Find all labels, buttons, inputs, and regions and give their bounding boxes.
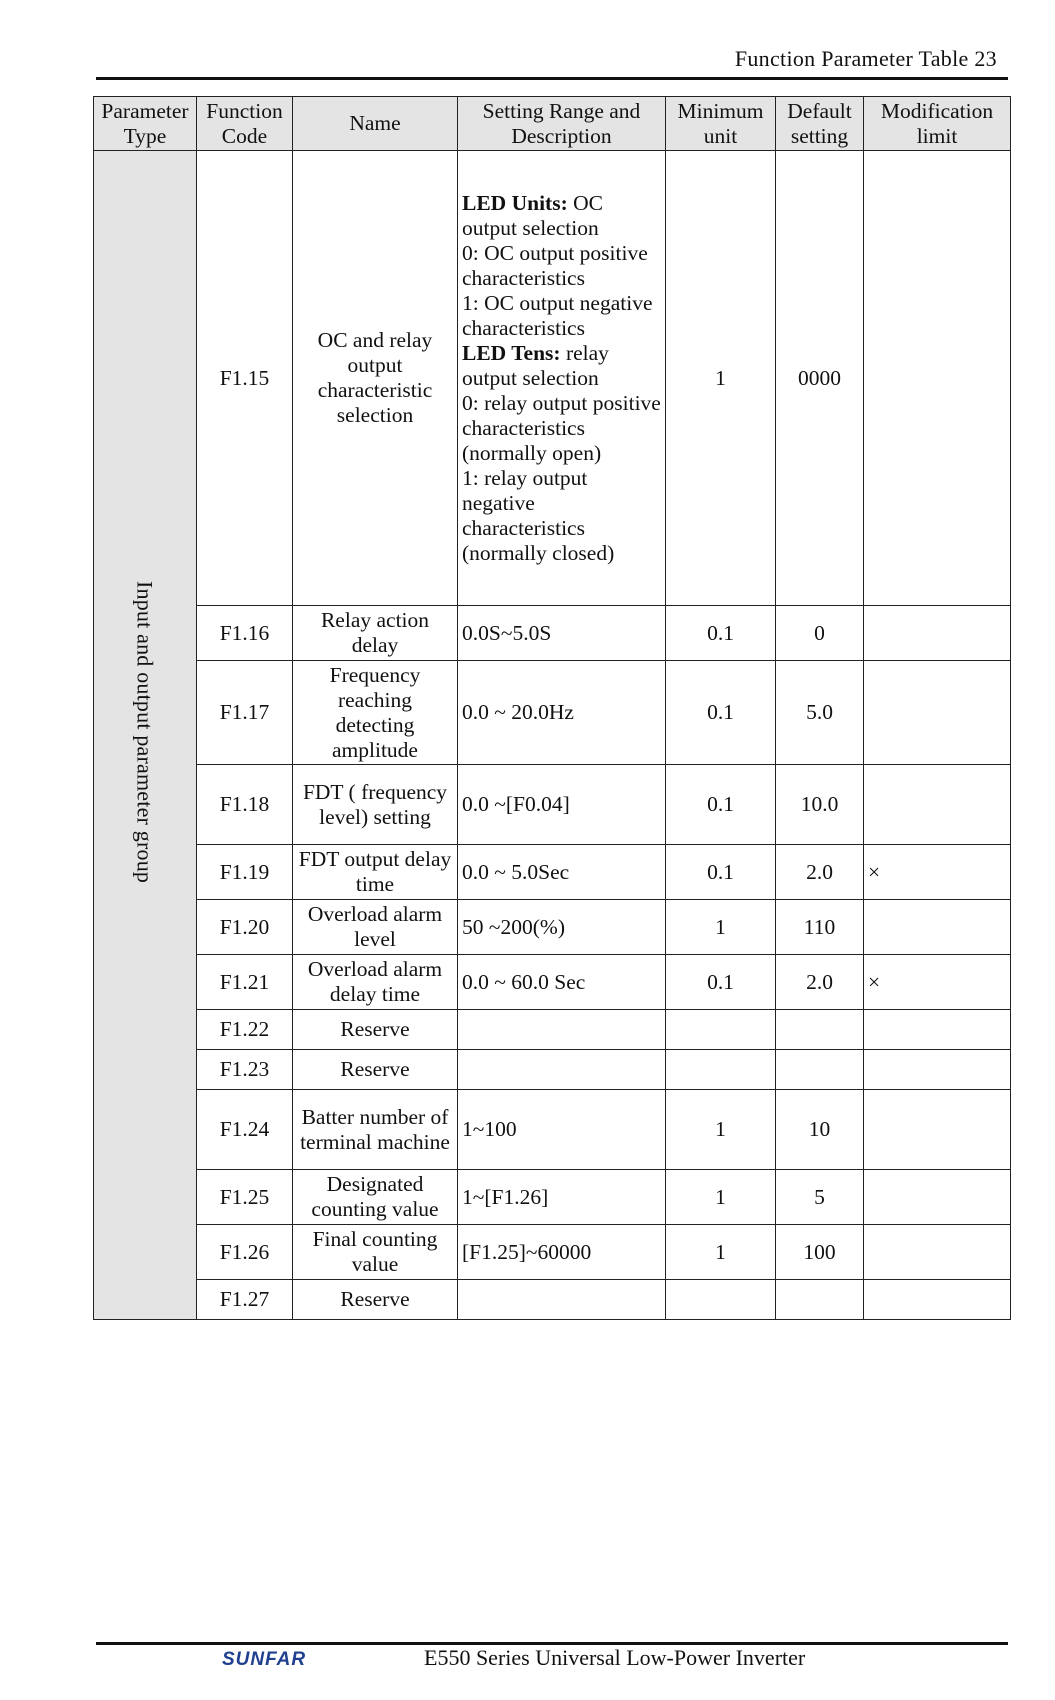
modification-limit bbox=[864, 1170, 1011, 1225]
minimum-unit: 1 bbox=[666, 151, 776, 606]
table-row bbox=[94, 955, 1011, 1010]
minimum-unit: 1 bbox=[666, 1170, 776, 1225]
minimum-unit bbox=[666, 1010, 776, 1050]
setting-range: [F1.25]~60000 bbox=[458, 1225, 666, 1280]
parameter-name: Batter number of terminal machine bbox=[293, 1090, 458, 1170]
minimum-unit: 0.1 bbox=[666, 955, 776, 1010]
default-setting: 5.0 bbox=[776, 661, 864, 765]
parameter-type-cell bbox=[94, 151, 197, 1320]
setting-range bbox=[458, 1010, 666, 1050]
table-row bbox=[94, 661, 1011, 765]
minimum-unit bbox=[666, 1050, 776, 1090]
minimum-unit: 0.1 bbox=[666, 845, 776, 900]
oc-positive-option: 0: OC output positive characteristics bbox=[462, 240, 648, 290]
col-header-range: Setting Range and Description bbox=[458, 97, 666, 151]
parameter-table bbox=[93, 96, 1011, 1320]
setting-range: 0.0 ~[F0.04] bbox=[458, 765, 666, 845]
sunfar-logo bbox=[222, 1647, 332, 1669]
table-header-row bbox=[94, 97, 1011, 151]
setting-range bbox=[458, 151, 666, 606]
parameter-name: FDT ( frequency level) setting bbox=[293, 765, 458, 845]
parameter-name: Frequency reaching detecting amplitude bbox=[293, 661, 458, 765]
setting-range: 0.0S~5.0S bbox=[458, 606, 666, 661]
function-code: F1.15 bbox=[197, 151, 293, 606]
table-row bbox=[94, 606, 1011, 661]
parameter-name: Reserve bbox=[293, 1280, 458, 1320]
default-setting: 10.0 bbox=[776, 765, 864, 845]
parameter-name: Final counting value bbox=[293, 1225, 458, 1280]
table-row bbox=[94, 900, 1011, 955]
modification-limit: × bbox=[864, 955, 1011, 1010]
led-tens-text: relay output selection bbox=[462, 340, 609, 390]
function-code: F1.27 bbox=[197, 1280, 293, 1320]
modification-limit bbox=[864, 1280, 1011, 1320]
setting-range: 0.0 ~ 20.0Hz bbox=[458, 661, 666, 765]
setting-range: 0.0 ~ 60.0 Sec bbox=[458, 955, 666, 1010]
function-code: F1.24 bbox=[197, 1090, 293, 1170]
parameter-name: Overload alarm delay time bbox=[293, 955, 458, 1010]
function-code: F1.22 bbox=[197, 1010, 293, 1050]
function-code: F1.25 bbox=[197, 1170, 293, 1225]
table-row bbox=[94, 765, 1011, 845]
led-units-label: LED Units: bbox=[462, 190, 568, 215]
modification-limit bbox=[864, 661, 1011, 765]
default-setting bbox=[776, 1050, 864, 1090]
parameter-name: OC and relay output characteristic selection bbox=[293, 151, 458, 606]
page-header: Function Parameter Table 23 bbox=[734, 46, 997, 71]
function-code: F1.23 bbox=[197, 1050, 293, 1090]
table-row bbox=[94, 1050, 1011, 1090]
modification-limit bbox=[864, 1225, 1011, 1280]
minimum-unit bbox=[666, 1280, 776, 1320]
minimum-unit: 0.1 bbox=[666, 765, 776, 845]
col-header-type: Parameter Type bbox=[94, 97, 197, 151]
table-row bbox=[94, 151, 1011, 606]
parameter-name: Reserve bbox=[293, 1010, 458, 1050]
col-header-default: Default setting bbox=[776, 97, 864, 151]
col-header-mod: Modification limit bbox=[864, 97, 1011, 151]
parameter-group-label: Input and output parameter group bbox=[132, 580, 158, 884]
default-setting: 0000 bbox=[776, 151, 864, 606]
minimum-unit: 1 bbox=[666, 1090, 776, 1170]
modification-limit bbox=[864, 1050, 1011, 1090]
function-code: F1.21 bbox=[197, 955, 293, 1010]
function-code: F1.16 bbox=[197, 606, 293, 661]
function-code: F1.20 bbox=[197, 900, 293, 955]
setting-range bbox=[458, 1280, 666, 1320]
parameter-name: Reserve bbox=[293, 1050, 458, 1090]
modification-limit bbox=[864, 900, 1011, 955]
setting-range bbox=[458, 1050, 666, 1090]
header-rule bbox=[96, 77, 1008, 80]
default-setting: 110 bbox=[776, 900, 864, 955]
oc-negative-option: 1: OC output negative characteristics bbox=[462, 290, 653, 340]
function-code: F1.26 bbox=[197, 1225, 293, 1280]
table-row bbox=[94, 1225, 1011, 1280]
parameter-name: Designated counting value bbox=[293, 1170, 458, 1225]
col-header-name: Name bbox=[293, 97, 458, 151]
default-setting bbox=[776, 1280, 864, 1320]
default-setting bbox=[776, 1010, 864, 1050]
relay-negative-option: 1: relay output negative characteristics (normally closed) bbox=[462, 465, 615, 565]
relay-positive-option: 0: relay output positive characteristics (normally open) bbox=[462, 390, 661, 465]
table-row bbox=[94, 1280, 1011, 1320]
table-row bbox=[94, 1010, 1011, 1050]
modification-limit bbox=[864, 1010, 1011, 1050]
table-row bbox=[94, 1090, 1011, 1170]
led-units-line bbox=[462, 191, 661, 241]
footer-title: E550 Series Universal Low-Power Inverter bbox=[424, 1645, 806, 1670]
col-header-min: Minimum unit bbox=[666, 97, 776, 151]
led-units-text: OC output selection bbox=[462, 190, 603, 240]
default-setting: 0 bbox=[776, 606, 864, 661]
col-header-code: Function Code bbox=[197, 97, 293, 151]
default-setting: 2.0 bbox=[776, 845, 864, 900]
table-row bbox=[94, 845, 1011, 900]
modification-limit bbox=[864, 151, 1011, 606]
parameter-name: Overload alarm level bbox=[293, 900, 458, 955]
led-tens-line bbox=[462, 341, 661, 391]
parameter-name: Relay action delay bbox=[293, 606, 458, 661]
parameter-name: FDT output delay time bbox=[293, 845, 458, 900]
setting-range: 1~100 bbox=[458, 1090, 666, 1170]
led-tens-label: LED Tens: bbox=[462, 340, 561, 365]
default-setting: 5 bbox=[776, 1170, 864, 1225]
function-code: F1.17 bbox=[197, 661, 293, 765]
modification-limit: × bbox=[864, 845, 1011, 900]
modification-limit bbox=[864, 606, 1011, 661]
modification-limit bbox=[864, 765, 1011, 845]
default-setting: 100 bbox=[776, 1225, 864, 1280]
modification-limit bbox=[864, 1090, 1011, 1170]
function-code: F1.19 bbox=[197, 845, 293, 900]
minimum-unit: 0.1 bbox=[666, 606, 776, 661]
sunfar-logo-text: SUNFAR bbox=[222, 1649, 307, 1669]
minimum-unit: 1 bbox=[666, 900, 776, 955]
setting-range: 0.0 ~ 5.0Sec bbox=[458, 845, 666, 900]
table-row bbox=[94, 1170, 1011, 1225]
minimum-unit: 1 bbox=[666, 1225, 776, 1280]
setting-range: 50 ~200(%) bbox=[458, 900, 666, 955]
default-setting: 10 bbox=[776, 1090, 864, 1170]
function-code: F1.18 bbox=[197, 765, 293, 845]
setting-range: 1~[F1.26] bbox=[458, 1170, 666, 1225]
default-setting: 2.0 bbox=[776, 955, 864, 1010]
minimum-unit: 0.1 bbox=[666, 661, 776, 765]
